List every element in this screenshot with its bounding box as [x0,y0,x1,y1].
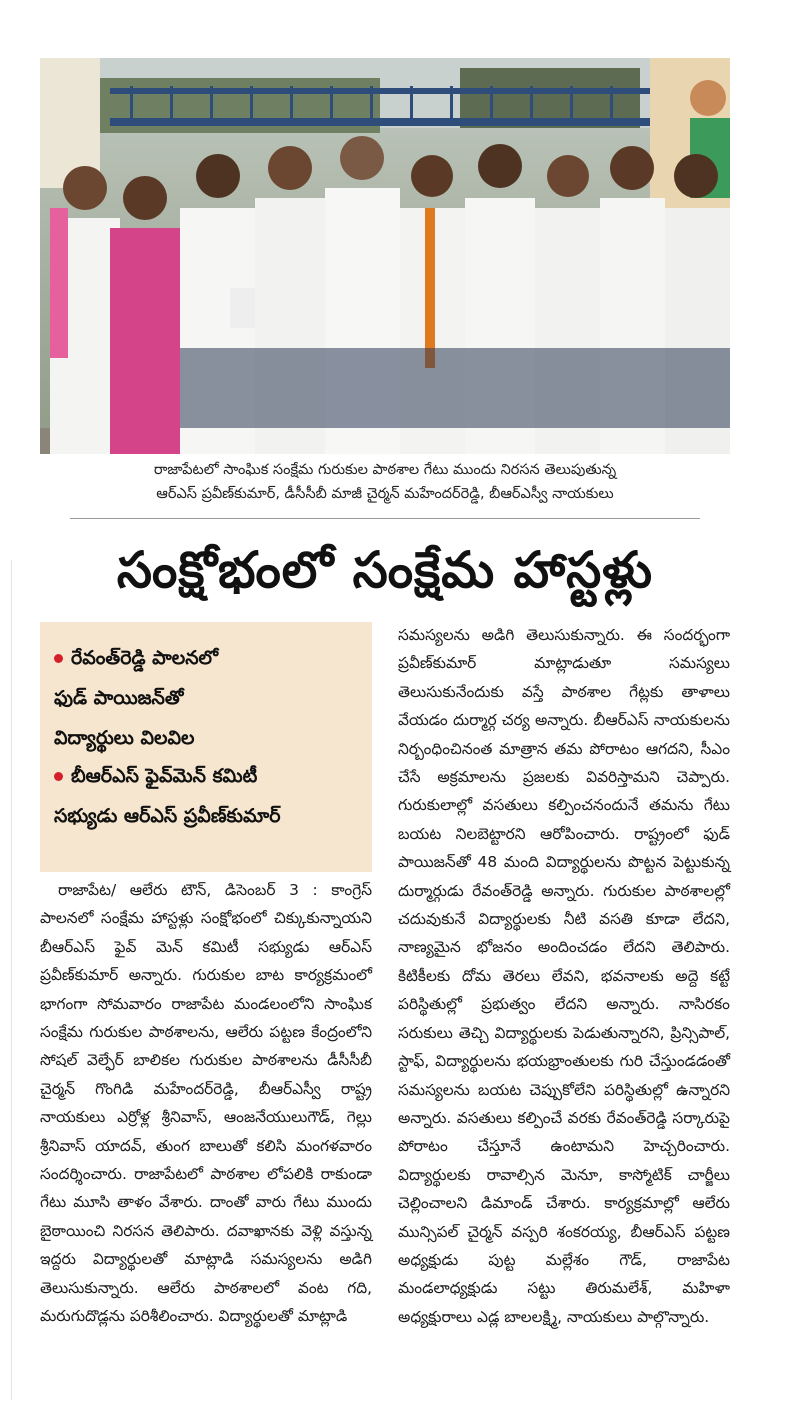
highlight-item-2 [54,756,372,836]
highlight-1-line-3: విద్యార్థులు విలవిల [54,727,195,749]
photo-caption [40,458,730,506]
column-divider [11,560,12,1400]
bullet-icon [54,654,63,663]
caption-line-1: రాజాపేటలో సాంఘిక సంక్షేమ గురుకుల పాఠశాల గేటు ముందు నిరసన తెలుపుతున్న [153,462,617,478]
news-photo [40,58,730,454]
protest-group-photo [40,58,730,454]
article-column-right: సమస్యలను అడిగి తెలుసుకున్నారు. ఈ సందర్భంగా ప్రవీణ్‌కుమార్ మాట్లాడుతూ సమస్యలు తెలుసుకునేందుకు వస్తే పాఠశాల గేట్లకు తాళాలు వేయడం దుర్మార్గ చర్య అన్నారు. బీఆర్ఎస్ నాయకులను నిర్బంధించినంత మాత్రాన తమ పోరాటం ఆగదని, సీఎం చేసే అక్రమాలను ప్రజలకు వివరిస్తామని చెప్పారు. గురుకులాల్లో వసతులు కల్పించనందునే తమను గేటు బయట నిలబెట్టారని ఆరోపించారు. రాష్ట్రంలో ఫుడ్ పాయిజన్‌తో 48 మంది విద్యార్థులను పొట్టన పెట్టుకున్న దుర్మార్గుడు రేవంత్‌రెడ్డి అన్నారు. గురుకుల పాఠశాలల్లో చదువుకునే విద్యార్థులకు నీటి వసతి కూడా లేదని, నాణ్యమైన భోజనం అందించడం లేదని తెలిపారు. కిటికీలకు దోమ తెరలు లేవని, భవనాలకు అద్దె కట్టే పరిస్థితుల్లో ప్రభుత్వం లేదని అన్నారు. నాసిరకం సరుకులు తెచ్చి విద్యార్థులకు పెడుతున్నారని, ప్రిన్సిపాల్, స్టాఫ్, విద్యార్థులను భయభ్రాంతులకు గురి చేస్తుండడంతో సమస్యలను బయట చెప్పుకోలేని పరిస్థితుల్లో ఉన్నారని అన్నారు. వసతులు కల్పించే వరకు రేవంత్‌రెడ్డి సర్కారుపై పోరాటం చేస్తూనే ఉంటామని హెచ్చరించారు. విద్యార్థులకు రావాల్సిన మెనూ, కాస్మోటిక్ చార్జీలు చెల్లించాలని డిమాండ్ చేశారు. కార్యక్రమాల్లో ఆలేరు మున్సిపల్ చైర్మన్ వస్పరి శంకరయ్య, బీఆర్ఎస్ పట్టణ అధ్యక్షుడు పుట్ట మల్లేశం గౌడ్, రాజాపేట మండలాధ్యక్షుడు సట్టు తిరుమలేశ్, మహిళా అధ్యక్షురాలు ఎడ్ల బాలలక్ష్మి, నాయకులు పాల్గొన్నారు. [398,626,730,1326]
article-column-left: రాజాపేట/ ఆలేరు టౌన్, డిసెంబర్ 3 : కాంగ్రెస్ పాలనలో సంక్షేమ హాస్టళ్లు సంక్షోభంలో చిక్కుకున్నాయని బీఆర్ఎస్ ఫైవ్ మెన్ కమిటీ సభ్యుడు ఆర్ఎస్ ప్రవీణ్‌కుమార్ అన్నారు. గురుకుల బాట కార్యక్రమంలో భాగంగా సోమవారం రాజాపేట మండలంలోని సాంఘిక సంక్షేమ గురుకుల పాఠశాలను, ఆలేరు పట్టణ కేంద్రంలోని సోషల్ వెల్ఫేర్ బాలికల గురుకుల పాఠశాలను డీసీసీబీ చైర్మన్ గొంగిడి మహేందర్‌రెడ్డి, బీఆర్ఎస్వీ రాష్ట్ర నాయకులు ఎర్రోళ్ల శ్రీనివాస్, ఆంజనేయులుగౌడ్, గెల్లు శ్రీనివాస్ యాదవ్, తుంగ బాలుతో కలిసి మంగళవారం సందర్శించారు. రాజాపేటలో పాఠశాల లోపలికి రాకుండా గేటు మూసి తాళం వేశారు. దాంతో వారు గేటు ముందు బైఠాయించి నిరసన తెలిపారు. దవాఖానకు వెళ్లి వస్తున్న ఇద్దరు విద్యార్థులతో మాట్లాడి సమస్యలను అడిగి తెలుసుకున్నారు. ఆలేరు పాఠశాలలో వంట గది, మరుగుదొడ్లను పరిశీలించారు. విద్యార్థులతో మాట్లాడి [40,881,372,1326]
highlight-1-line-2: ఫుడ్ పాయిజన్‌తో [54,687,184,709]
highlight-item-1 [54,638,372,758]
caption-divider [70,518,700,519]
highlight-1-line-1: రేవంత్‌రెడ్డి పాలనలో [71,647,219,669]
highlight-2-line-2: సభ్యుడు ఆర్ఎస్ ప్రవీణ్‌కుమార్ [54,805,281,827]
caption-line-2: ఆర్ఎస్ ప్రవీణ్‌కుమార్, డీసీసీబీ మాజీ చైర్మన్ మహేందర్‌రెడ్డి, బీఆర్ఎస్వీ నాయకులు [156,486,614,502]
headline: సంక్షోభంలో సంక్షేమ హాస్టళ్లు [116,541,654,599]
highlight-2-line-1: బీఆర్ఎస్ ఫైవ్‌మెన్ కమిటీ [71,765,258,787]
highlights-box [40,622,372,872]
bullet-icon [54,772,63,781]
